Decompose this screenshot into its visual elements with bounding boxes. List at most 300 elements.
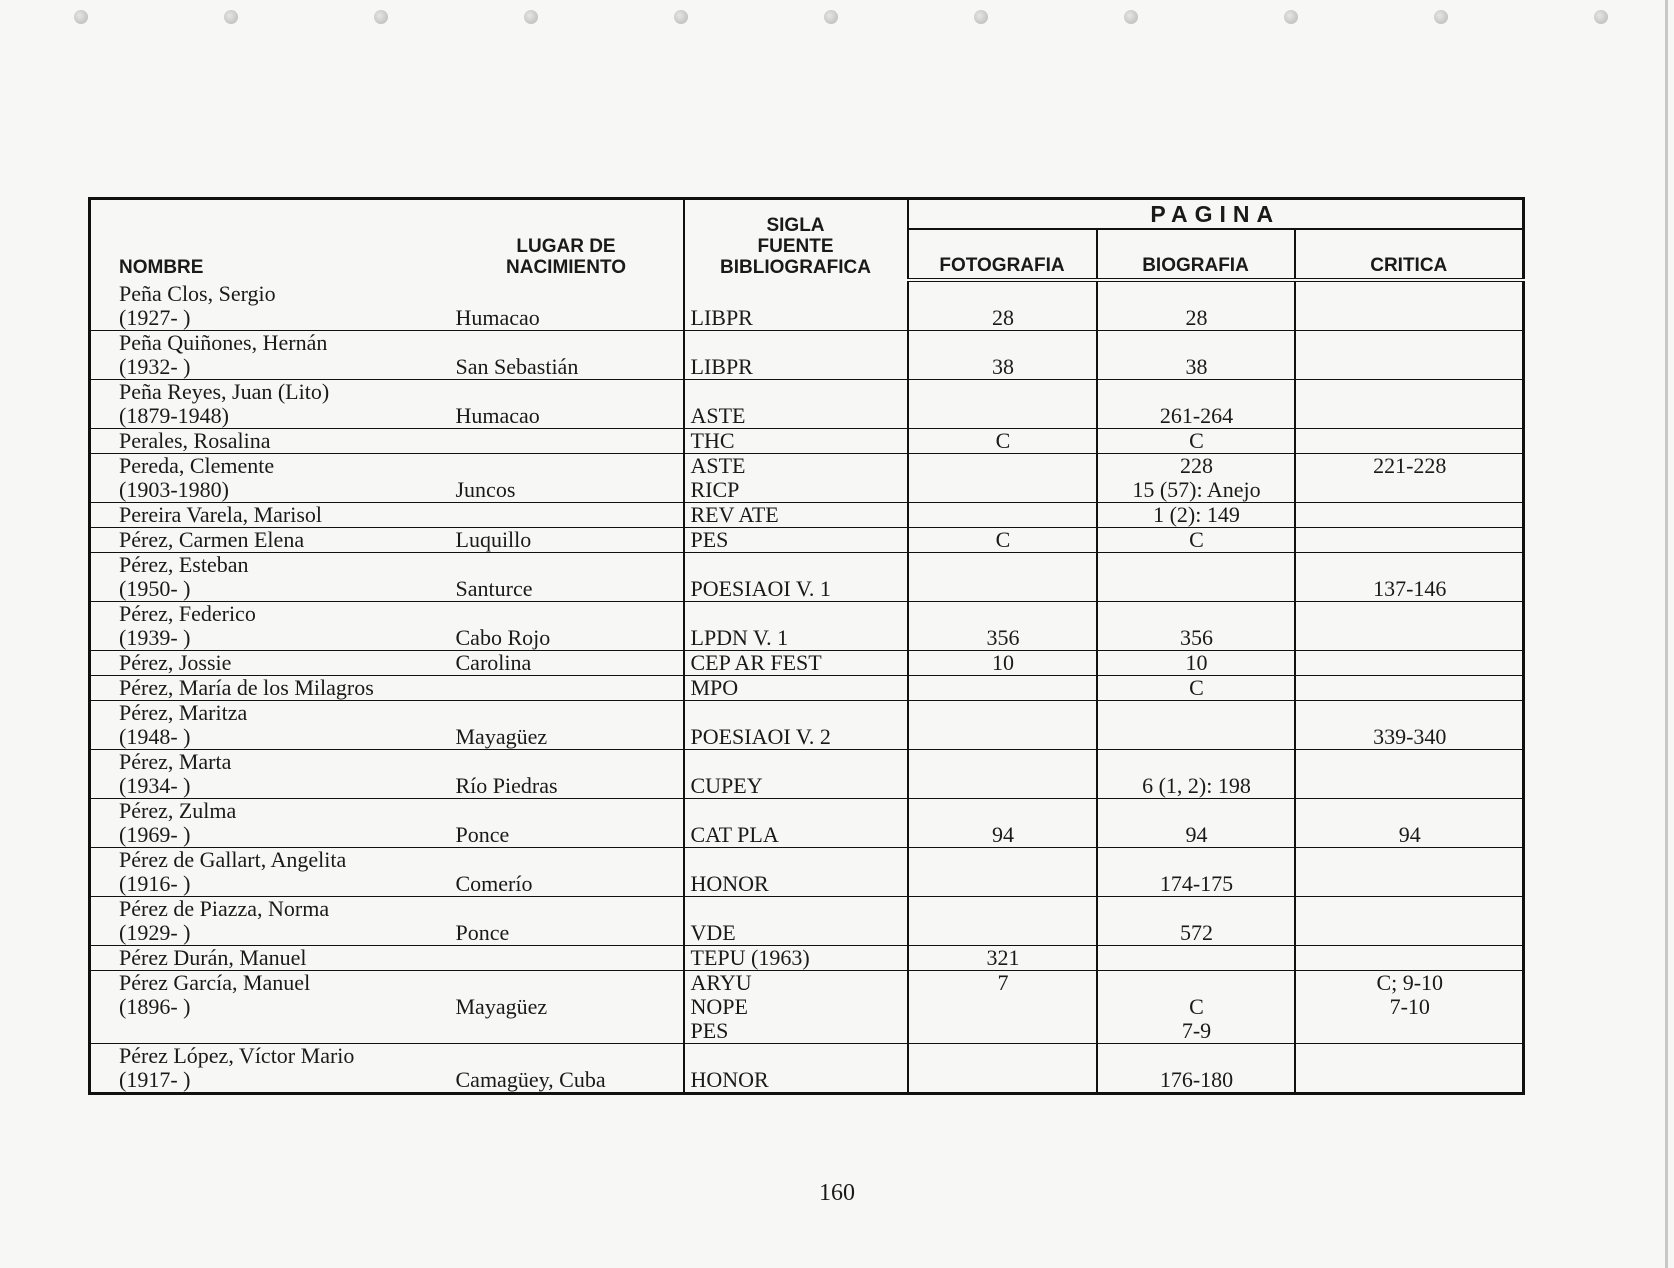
- cell-line: Pérez, Esteban: [119, 552, 249, 577]
- cell-lugar: [450, 701, 684, 750]
- cell-nombre: [90, 280, 450, 331]
- cell-line: Pérez de Piazza, Norma: [119, 896, 330, 921]
- cell-nombre: [90, 528, 450, 553]
- cell-line: [915, 478, 1092, 502]
- cell-line: 1 (2): 149: [1153, 502, 1240, 527]
- cell-line: [456, 553, 679, 577]
- cell-line: [1302, 872, 1519, 896]
- cell-line: [1302, 1019, 1519, 1043]
- table-row: [90, 897, 1524, 946]
- cell-line: Pérez, Marta: [119, 749, 232, 774]
- cell-lugar: [450, 651, 684, 676]
- cell-lugar: [450, 1044, 684, 1094]
- cell-line: [1302, 626, 1519, 650]
- cell-sigla: [684, 380, 908, 429]
- cell-lugar: [450, 280, 684, 331]
- cell-line: TEPU (1963): [690, 945, 810, 970]
- cell-critica: [1295, 528, 1524, 553]
- table-row: [90, 799, 1524, 848]
- cell-line: 94: [1398, 822, 1421, 847]
- cell-line: [1302, 282, 1519, 306]
- cell-line: [1302, 331, 1519, 355]
- cell-line: [915, 921, 1092, 945]
- cell-nombre: [90, 454, 450, 503]
- table-row: [90, 553, 1524, 602]
- cell-lugar: [450, 676, 684, 701]
- cell-biografia: [1097, 280, 1295, 331]
- cell-line: [691, 1044, 903, 1068]
- cell-line: [915, 503, 1092, 527]
- cell-line: 7: [997, 970, 1009, 995]
- cell-critica: [1295, 331, 1524, 380]
- cell-line: [691, 897, 903, 921]
- cell-line: [1302, 774, 1519, 798]
- cell-fotografia: [908, 280, 1097, 331]
- cell-line: [1302, 1068, 1519, 1092]
- cell-biografia: [1097, 528, 1295, 553]
- cell-line: Peña Reyes, Juan (Lito): [119, 379, 330, 404]
- cell-lugar: [450, 799, 684, 848]
- cell-nombre: [90, 1044, 450, 1094]
- cell-line: Juncos: [455, 477, 516, 502]
- cell-line: VDE: [690, 920, 736, 945]
- table-body: [90, 280, 1524, 1094]
- cell-line: HONOR: [690, 1067, 769, 1092]
- page-number: 160: [819, 1180, 855, 1206]
- cell-fotografia: [908, 454, 1097, 503]
- cell-lugar: [450, 454, 684, 503]
- cell-biografia: [1097, 380, 1295, 429]
- header-pagina: PAGINA: [908, 199, 1524, 230]
- cell-line: Camagüey, Cuba: [455, 1067, 606, 1092]
- cell-line: [1302, 478, 1519, 502]
- cell-biografia: [1097, 331, 1295, 380]
- header-biografia: BIOGRAFIA: [1097, 229, 1295, 280]
- cell-line: [1104, 553, 1290, 577]
- header-critica: CRITICA: [1295, 229, 1524, 280]
- cell-critica: [1295, 429, 1524, 454]
- cell-sigla: [684, 528, 908, 553]
- cell-line: C: [995, 428, 1011, 453]
- cell-line: (1969- ): [119, 822, 191, 847]
- cell-line: [1104, 331, 1290, 355]
- cell-nombre: [90, 503, 450, 528]
- cell-fotografia: [908, 897, 1097, 946]
- cell-critica: [1295, 651, 1524, 676]
- cell-line: [915, 577, 1092, 601]
- cell-fotografia: [908, 971, 1097, 1044]
- cell-line: [456, 1019, 679, 1043]
- cell-line: (1950- ): [119, 576, 191, 601]
- cell-line: [456, 454, 679, 478]
- cell-line: [456, 750, 679, 774]
- cell-line: Pérez García, Manuel: [119, 970, 311, 995]
- cell-sigla: [684, 848, 908, 897]
- cell-line: C: [1189, 527, 1204, 552]
- cell-line: [915, 1068, 1092, 1092]
- cell-line: (1929- ): [119, 920, 191, 945]
- cell-line: [915, 774, 1092, 798]
- cell-sigla: [684, 897, 908, 946]
- binder-hole: [524, 10, 538, 24]
- cell-nombre: [90, 750, 450, 799]
- cell-line: [456, 503, 679, 527]
- cell-fotografia: [908, 1044, 1097, 1094]
- cell-sigla: [684, 602, 908, 651]
- cell-line: 6 (1, 2): 198: [1142, 773, 1251, 798]
- cell-line: 94: [992, 822, 1014, 847]
- cell-line: [1302, 380, 1519, 404]
- cell-line: Pérez, Zulma: [119, 798, 237, 823]
- cell-fotografia: [908, 651, 1097, 676]
- cell-line: [691, 553, 903, 577]
- cell-line: [1104, 897, 1290, 921]
- cell-fotografia: [908, 799, 1097, 848]
- cell-line: 10: [992, 650, 1014, 675]
- cell-critica: [1295, 971, 1524, 1044]
- cell-line: [1302, 503, 1519, 527]
- cell-line: [915, 897, 1092, 921]
- cell-sigla: [684, 946, 908, 971]
- cell-line: [1302, 921, 1519, 945]
- cell-line: [1104, 1044, 1290, 1068]
- header-nombre: NOMBRE: [119, 257, 204, 278]
- table-row: [90, 1044, 1524, 1094]
- cell-line: [1302, 355, 1519, 379]
- cell-line: [456, 676, 679, 700]
- cell-line: [456, 1044, 679, 1068]
- cell-biografia: [1097, 701, 1295, 750]
- cell-fotografia: [908, 750, 1097, 799]
- cell-biografia: [1097, 971, 1295, 1044]
- cell-line: [1302, 946, 1519, 970]
- cell-line: C: [995, 527, 1011, 552]
- cell-line: LIBPR: [690, 354, 753, 379]
- cell-line: [1302, 306, 1519, 330]
- cell-line: [915, 750, 1092, 774]
- cell-line: Río Piedras: [455, 773, 558, 798]
- cell-line: [915, 380, 1092, 404]
- cell-sigla: [684, 331, 908, 380]
- cell-nombre: [90, 799, 450, 848]
- cell-line: C: [1189, 428, 1204, 453]
- header-fotografia: FOTOGRAFIA: [908, 229, 1097, 280]
- cell-line: [691, 701, 903, 725]
- cell-sigla: [684, 503, 908, 528]
- cell-line: [119, 1019, 446, 1043]
- cell-critica: [1295, 553, 1524, 602]
- authors-table-wrapper: [88, 197, 1522, 1095]
- cell-biografia: [1097, 848, 1295, 897]
- binder-hole: [1434, 10, 1448, 24]
- binder-hole: [224, 10, 238, 24]
- cell-line: [1302, 404, 1519, 428]
- cell-line: [456, 282, 679, 306]
- cell-biografia: [1097, 553, 1295, 602]
- cell-fotografia: [908, 676, 1097, 701]
- cell-line: POESIAOI V. 1: [690, 576, 831, 601]
- cell-line: [456, 799, 679, 823]
- header-lugar: LUGAR DE NACIMIENTO: [506, 236, 626, 278]
- cell-sigla: [684, 429, 908, 454]
- cell-line: 10: [1185, 650, 1208, 675]
- cell-line: [1302, 553, 1519, 577]
- cell-line: Pérez, Carmen Elena: [119, 527, 305, 552]
- cell-line: Mayagüez: [455, 994, 548, 1019]
- binder-hole: [974, 10, 988, 24]
- binder-hole: [374, 10, 388, 24]
- cell-line: [915, 848, 1092, 872]
- cell-biografia: [1097, 454, 1295, 503]
- cell-line: (1948- ): [119, 724, 191, 749]
- cell-critica: [1295, 503, 1524, 528]
- cell-biografia: [1097, 429, 1295, 454]
- cell-line: Peña Clos, Sergio: [119, 281, 276, 306]
- cell-line: [691, 282, 903, 306]
- cell-critica: [1295, 280, 1524, 331]
- table-row: [90, 602, 1524, 651]
- cell-line: 38: [992, 354, 1014, 379]
- cell-fotografia: [908, 331, 1097, 380]
- cell-critica: [1295, 848, 1524, 897]
- cell-biografia: [1097, 676, 1295, 701]
- cell-line: [1302, 701, 1519, 725]
- binder-hole: [1124, 10, 1138, 24]
- cell-line: (1927- ): [119, 305, 191, 330]
- cell-line: [915, 1019, 1092, 1043]
- cell-lugar: [450, 528, 684, 553]
- cell-fotografia: [908, 848, 1097, 897]
- cell-line: [691, 750, 903, 774]
- cell-biografia: [1097, 946, 1295, 971]
- table-row: [90, 528, 1524, 553]
- cell-lugar: [450, 602, 684, 651]
- cell-biografia: [1097, 750, 1295, 799]
- cell-line: 94: [1185, 822, 1208, 847]
- cell-line: 38: [1185, 354, 1208, 379]
- cell-line: [456, 701, 679, 725]
- binder-hole: [824, 10, 838, 24]
- cell-line: 15 (57): Anejo: [1132, 477, 1261, 502]
- cell-line: [1302, 528, 1519, 552]
- table-row: [90, 848, 1524, 897]
- cell-line: PES: [690, 527, 729, 552]
- cell-nombre: [90, 651, 450, 676]
- cell-fotografia: [908, 528, 1097, 553]
- cell-line: ASTE: [690, 453, 746, 478]
- cell-line: C; 9-10: [1376, 970, 1444, 995]
- cell-critica: [1295, 1044, 1524, 1094]
- cell-nombre: [90, 971, 450, 1044]
- cell-line: [1104, 848, 1290, 872]
- table-row: [90, 380, 1524, 429]
- cell-line: [1302, 429, 1519, 453]
- cell-biografia: [1097, 602, 1295, 651]
- cell-sigla: [684, 799, 908, 848]
- cell-line: CUPEY: [690, 773, 763, 798]
- cell-fotografia: [908, 946, 1097, 971]
- cell-line: [915, 872, 1092, 896]
- cell-line: [915, 701, 1092, 725]
- cell-lugar: [450, 331, 684, 380]
- cell-line: (1939- ): [119, 625, 191, 650]
- cell-line: 228: [1180, 453, 1213, 478]
- cell-line: 261-264: [1159, 403, 1234, 428]
- cell-line: (1903-1980): [119, 477, 229, 502]
- cell-line: Humacao: [455, 305, 540, 330]
- cell-line: [1302, 848, 1519, 872]
- cell-line: [456, 331, 679, 355]
- cell-line: San Sebastián: [455, 354, 579, 379]
- cell-line: [915, 553, 1092, 577]
- cell-critica: [1295, 676, 1524, 701]
- cell-sigla: [684, 676, 908, 701]
- cell-line: THC: [690, 428, 735, 453]
- cell-line: ARYU: [690, 970, 752, 995]
- cell-line: [915, 404, 1092, 428]
- cell-line: [1302, 651, 1519, 675]
- cell-critica: [1295, 799, 1524, 848]
- cell-nombre: [90, 429, 450, 454]
- cell-sigla: [684, 651, 908, 676]
- cell-lugar: [450, 553, 684, 602]
- cell-lugar: [450, 503, 684, 528]
- cell-line: [1104, 380, 1290, 404]
- cell-line: [1104, 750, 1290, 774]
- cell-line: [456, 971, 679, 995]
- cell-line: Cabo Rojo: [455, 625, 551, 650]
- cell-line: [915, 454, 1092, 478]
- cell-line: HONOR: [690, 871, 769, 896]
- cell-sigla: [684, 553, 908, 602]
- cell-line: [1302, 602, 1519, 626]
- cell-line: Pérez de Gallart, Angelita: [119, 847, 347, 872]
- cell-critica: [1295, 701, 1524, 750]
- cell-line: (1879-1948): [119, 403, 229, 428]
- cell-line: (1896- ): [119, 994, 191, 1019]
- cell-line: [456, 602, 679, 626]
- cell-line: (1916- ): [119, 871, 191, 896]
- cell-nombre: [90, 602, 450, 651]
- cell-line: [1104, 799, 1290, 823]
- cell-line: C: [1189, 994, 1204, 1019]
- cell-line: Pérez López, Víctor Mario: [119, 1043, 355, 1068]
- cell-line: [456, 848, 679, 872]
- cell-line: [1104, 701, 1290, 725]
- cell-sigla: [684, 750, 908, 799]
- cell-line: [915, 725, 1092, 749]
- cell-nombre: [90, 331, 450, 380]
- cell-line: Pérez, Maritza: [119, 700, 248, 725]
- cell-sigla: [684, 1044, 908, 1094]
- cell-line: Pereira Varela, Marisol: [119, 502, 323, 527]
- cell-line: REV ATE: [690, 502, 779, 527]
- cell-line: [1104, 602, 1290, 626]
- cell-biografia: [1097, 503, 1295, 528]
- cell-line: C: [1189, 675, 1204, 700]
- table-row: [90, 946, 1524, 971]
- cell-line: Pérez, Federico: [119, 601, 256, 626]
- cell-line: 356: [1180, 625, 1213, 650]
- cell-lugar: [450, 946, 684, 971]
- cell-biografia: [1097, 799, 1295, 848]
- cell-line: 176-180: [1159, 1067, 1234, 1092]
- cell-line: 7-10: [1389, 994, 1430, 1019]
- cell-critica: [1295, 380, 1524, 429]
- cell-line: [1104, 946, 1290, 970]
- table-row: [90, 454, 1524, 503]
- cell-critica: [1295, 454, 1524, 503]
- cell-line: Pérez, María de los Milagros: [119, 675, 374, 700]
- table-row: [90, 701, 1524, 750]
- cell-line: Perales, Rosalina: [119, 428, 271, 453]
- cell-line: [456, 897, 679, 921]
- cell-critica: [1295, 750, 1524, 799]
- cell-lugar: [450, 848, 684, 897]
- cell-line: CEP AR FEST: [690, 650, 822, 675]
- cell-nombre: [90, 701, 450, 750]
- cell-line: (1932- ): [119, 354, 191, 379]
- cell-sigla: [684, 280, 908, 331]
- cell-line: [1302, 897, 1519, 921]
- table-row: [90, 651, 1524, 676]
- cell-line: PES: [690, 1018, 729, 1043]
- table-row: [90, 676, 1524, 701]
- authors-table: [88, 197, 1525, 1095]
- cell-fotografia: [908, 503, 1097, 528]
- cell-sigla: [684, 701, 908, 750]
- cell-line: 356: [986, 625, 1020, 650]
- cell-line: Pereda, Clemente: [119, 453, 275, 478]
- cell-line: Comerío: [455, 871, 533, 896]
- cell-line: Ponce: [455, 822, 510, 847]
- cell-line: Carolina: [455, 650, 532, 675]
- cell-fotografia: [908, 380, 1097, 429]
- binder-hole: [674, 10, 688, 24]
- cell-fotografia: [908, 701, 1097, 750]
- cell-fotografia: [908, 553, 1097, 602]
- cell-line: Santurce: [455, 576, 533, 601]
- cell-critica: [1295, 602, 1524, 651]
- cell-line: [691, 331, 903, 355]
- cell-nombre: [90, 676, 450, 701]
- cell-line: Pérez Durán, Manuel: [119, 945, 307, 970]
- cell-line: NOPE: [690, 994, 748, 1019]
- cell-line: (1934- ): [119, 773, 191, 798]
- cell-line: [1104, 971, 1290, 995]
- cell-fotografia: [908, 602, 1097, 651]
- cell-line: ASTE: [690, 403, 746, 428]
- cell-line: Ponce: [455, 920, 510, 945]
- cell-line: 321: [986, 945, 1020, 970]
- cell-line: 339-340: [1373, 724, 1447, 749]
- cell-line: CAT PLA: [690, 822, 779, 847]
- cell-line: 221-228: [1373, 453, 1447, 478]
- cell-line: [691, 848, 903, 872]
- header-sigla: SIGLA FUENTE BIBLIOGRAFICA: [684, 199, 908, 281]
- cell-line: LIBPR: [690, 305, 753, 330]
- binder-hole: [1594, 10, 1608, 24]
- cell-nombre: [90, 897, 450, 946]
- cell-lugar: [450, 380, 684, 429]
- cell-line: [1302, 676, 1519, 700]
- binder-hole: [74, 10, 88, 24]
- cell-line: [1302, 1044, 1519, 1068]
- cell-biografia: [1097, 897, 1295, 946]
- table-row: [90, 280, 1524, 331]
- binder-holes: [0, 6, 1674, 30]
- cell-line: Pérez, Jossie: [119, 650, 232, 675]
